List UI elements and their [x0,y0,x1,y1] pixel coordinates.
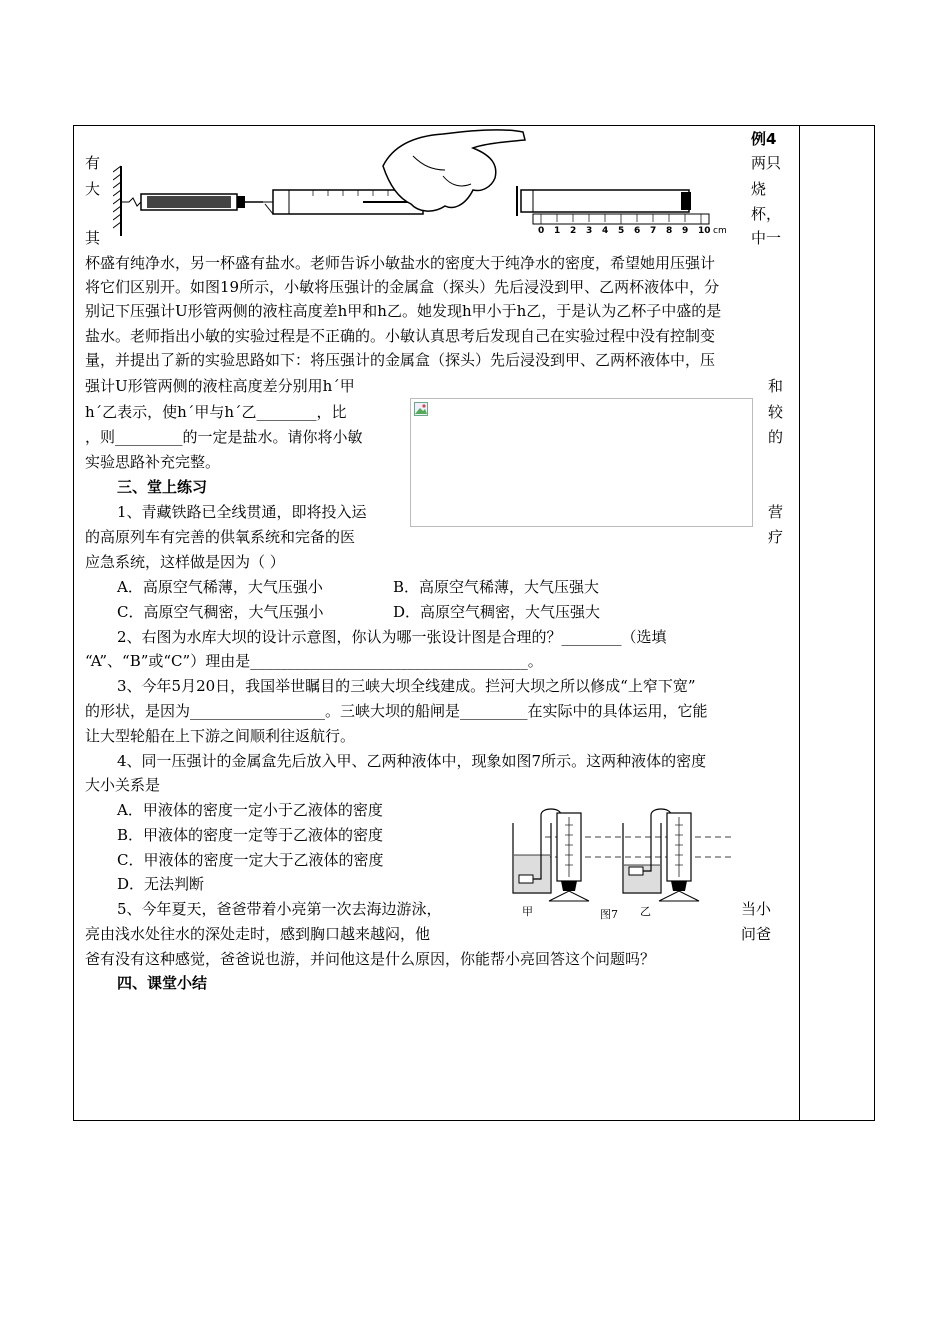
q4-option-c: C．甲液体的密度一定大于乙液体的密度 [117,851,384,869]
example-right-col-3: 杯， [751,205,782,223]
q1-line-3: 应急系统，这样做是因为（ ） [85,553,285,571]
ruler-tick-label: 10 [698,226,711,236]
example-line-8-right: 的 [768,428,784,446]
example-left-col-3: 其 [85,229,101,247]
q5-line-1-right: 当小 [741,900,772,918]
q2-line-2: “A”、“B”或“C”）理由是_____________________________________。 [85,652,543,670]
example-line-5: 量，并提出了新的实验思路如下：将压强计的金属盒（探头）先后浸没到甲、乙两杯液体中，压 [85,351,716,369]
q4-option-b: B．甲液体的密度一定等于乙液体的密度 [117,826,384,844]
example-left-col-1: 有 [85,154,101,172]
ruler-tick-label: 2 [570,226,577,236]
example-line-7-left: h´乙表示，使h´甲与h´乙________，比 [85,403,347,421]
q1-line-2-right: 疗 [768,528,784,546]
example-line-3: 别记下压强计U形管两侧的液柱高度差h甲和h乙。她发现h甲小于h乙，于是认为乙杯子中盛的是 [85,302,722,320]
section-3-heading: 三、堂上练习 [117,478,208,496]
example-left-col-2: 大 [85,180,101,198]
ruler-tick-label: 7 [650,226,657,236]
example-line-4: 盐水。老师指出小敏的实验过程是不正确的。小敏认真思考后发现自己在实验过程中没有控制变 [85,327,716,345]
q1-option-b: B．高原空气稀薄，大气压强大 [393,578,600,596]
example-line-9: 实验思路补充完整。 [85,453,221,471]
ruler-tick-label: 5 [618,226,625,236]
ruler-tick-label: 4 [602,226,609,236]
syringe-hand-figure [113,126,741,248]
q4-line-1: 4、同一压强计的金属盒先后放入甲、乙两种液体中，现象如图7所示。这两种液体的密度 [117,752,707,770]
content-table-frame [73,125,875,1121]
q1-option-d: D．高原空气稠密，大气压强大 [393,603,601,621]
q1-line-1-right: 营 [768,503,784,521]
ruler-unit-label: cm [713,226,727,236]
q4-option-d: D．无法判断 [117,875,205,893]
q2-line-1: 2、右图为水库大坝的设计示意图，你认为哪一张设计图是合理的？________（选填 [117,628,667,646]
q3-line-2: 的形状，是因为__________________。三峡大坝的船闸是_________在实际中的具体运用，它能 [85,702,708,720]
q5-line-2-left: 亮由浅水处往水的深处走时，感到胸口越来越闷，他 [85,925,431,943]
broken-image-icon [414,402,428,416]
q3-line-1: 3、今年5月20日，我国举世瞩目的三峡大坝全线建成。拦河大坝之所以修成“上窄下宽” [117,677,696,695]
ruler-tick-label: 8 [666,226,673,236]
q5-line-2-right: 问爸 [741,925,772,943]
q5-line-1-left: 5、今年夏天，爸爸带着小亮第一次去海边游泳， [117,900,442,918]
example-line-7-right: 较 [768,403,784,421]
table-top-stub [73,125,111,126]
q4-option-a: A．甲液体的密度一定小于乙液体的密度 [117,801,383,819]
missing-image-placeholder [410,398,753,527]
ruler-tick-label: 6 [634,226,641,236]
example-line-6-right: 和 [768,377,784,395]
q5-line-3: 爸有没有这种感觉，爸爸说也游，并问他这是什么原因，你能帮小亮回答这个问题吗？ [85,950,656,968]
q1-option-a: A．高原空气稀薄，大气压强小 [117,578,323,596]
example-right-col-2: 烧 [751,180,767,198]
q1-option-c: C．高原空气稠密，大气压强小 [117,603,324,621]
figure-7-pressure-gauge [505,805,735,923]
example-line-8-left: ，则_________的一定是盐水。请你将小敏 [85,428,363,446]
q4-line-2: 大小关系是 [85,776,161,794]
q1-line-1-left: 1、青藏铁路已全线贯通，即将投入运 [117,503,367,521]
example-line-1: 杯盛有纯净水，另一杯盛有盐水。老师告诉小敏盐水的密度大于纯净水的密度，希望她用压强计 [85,254,716,272]
ruler-tick-label: 0 [538,226,545,236]
example-label: 例4 [751,130,777,148]
section-4-heading: 四、课堂小结 [117,974,208,992]
example-right-col-1: 两只 [751,154,782,172]
figure-7-label-left: 甲 [522,905,533,918]
q3-line-3: 让大型轮船在上下游之间顺利往返航行。 [85,727,356,745]
example-line-2: 将它们区别开。如图19所示，小敏将压强计的金属盒（探头）先后浸没到甲、乙两杯液体中，分 [85,278,720,296]
figure-7-label-right: 乙 [640,905,651,918]
table-column-divider [799,125,800,1121]
ruler-tick-label: 9 [682,226,689,236]
example-right-col-4: 中一 [751,229,782,247]
q1-line-2-left: 的高原列车有完善的供氧系统和完备的医 [85,528,356,546]
example-line-6-left: 强计U形管两侧的液柱高度差分别用h´甲 [85,377,355,395]
figure-7-caption: 图7 [600,908,618,921]
ruler-tick-label: 1 [554,226,561,236]
ruler-tick-label: 3 [586,226,593,236]
